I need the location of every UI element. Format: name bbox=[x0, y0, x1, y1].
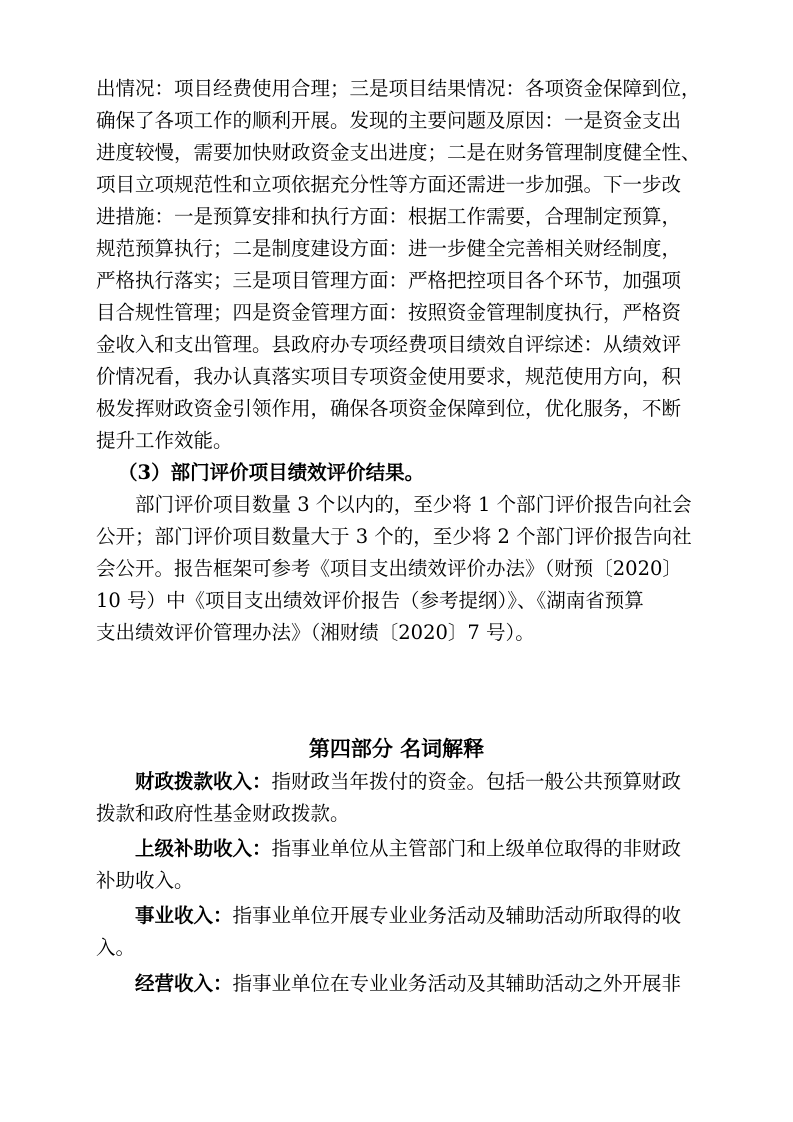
definition-line bbox=[135, 771, 681, 793]
term-label: 上级补助收入： bbox=[135, 837, 272, 860]
paragraph-line: 10 号）中《项目支出绩效评价报告（参考提纲）》、《湖南省预算 bbox=[96, 589, 644, 612]
term-label: 经营收入： bbox=[135, 972, 233, 995]
paragraph-line: 严格执行落实；三是项目管理方面：严格把控项目各个环节，加强项 bbox=[96, 269, 682, 292]
term-definition: 指财政当年拨付的资金。包括一般公共预算财政 bbox=[271, 770, 682, 793]
definition-line: 入。 bbox=[96, 936, 136, 959]
term-label: 财政拨款收入： bbox=[135, 770, 272, 793]
paragraph-line: 会公开。报告框架可参考《项目支出绩效评价办法》（财预〔2020〕 bbox=[96, 557, 682, 580]
paragraph-line: 目合规性管理；四是资金管理方面：按照资金管理制度执行，严格资 bbox=[96, 301, 682, 324]
paragraph-line: 出情况：项目经费使用合理；三是项目结果情况：各项资金保障到位， bbox=[96, 77, 701, 100]
paragraph-line: 极发挥财政资金引领作用，确保各项资金保障到位，优化服务，不断 bbox=[96, 397, 682, 420]
paragraph-line: 支出绩效评价管理办法》（湘财绩〔2020〕7 号）。 bbox=[96, 621, 535, 644]
paragraph-line: 价情况看，我办认真落实项目专项资金使用要求，规范使用方向，积 bbox=[96, 365, 682, 388]
paragraph-line: 项目立项规范性和立项依据充分性等方面还需进一步加强。下一步改 bbox=[96, 173, 682, 196]
paragraph-line: 部门评价项目数量 3 个以内的，至少将 1 个部门评价报告向社会 bbox=[135, 493, 692, 516]
paragraph-line: 规范预算执行；二是制度建设方面：进一步健全完善相关财经制度， bbox=[96, 237, 682, 260]
part-title: 第四部分 名词解释 bbox=[308, 736, 485, 761]
definition-line: 补助收入。 bbox=[96, 869, 194, 892]
definition-line bbox=[135, 905, 681, 927]
term-definition: 指事业单位从主管部门和上级单位取得的非财政 bbox=[271, 837, 682, 860]
paragraph-line: 提升工作效能。 bbox=[96, 429, 233, 452]
paragraph-line: 公开；部门评价项目数量大于 3 个的，至少将 2 个部门评价报告向社 bbox=[96, 525, 692, 548]
paragraph-line: 进度较慢，需要加快财政资金支出进度；二是在财务管理制度健全性、 bbox=[96, 141, 701, 164]
definition-line bbox=[135, 838, 681, 860]
term-label: 事业收入： bbox=[135, 904, 233, 927]
paragraph-line: 确保了各项工作的顺利开展。发现的主要问题及原因：一是资金支出 bbox=[96, 109, 682, 132]
paragraph-line: 进措施：一是预算安排和执行方面：根据工作需要，合理制定预算， bbox=[96, 205, 682, 228]
term-definition: 指事业单位在专业业务活动及其辅助活动之外开展非 bbox=[232, 972, 682, 995]
section-heading: （3）部门评价项目绩效评价结果。 bbox=[118, 461, 425, 484]
definition-line bbox=[135, 973, 681, 995]
paragraph-line: 金收入和支出管理。县政府办专项经费项目绩效自评综述：从绩效评 bbox=[96, 333, 682, 356]
term-definition: 指事业单位开展专业业务活动及辅助活动所取得的收 bbox=[232, 904, 682, 927]
definition-line: 拨款和政府性基金财政拨款。 bbox=[96, 802, 350, 825]
